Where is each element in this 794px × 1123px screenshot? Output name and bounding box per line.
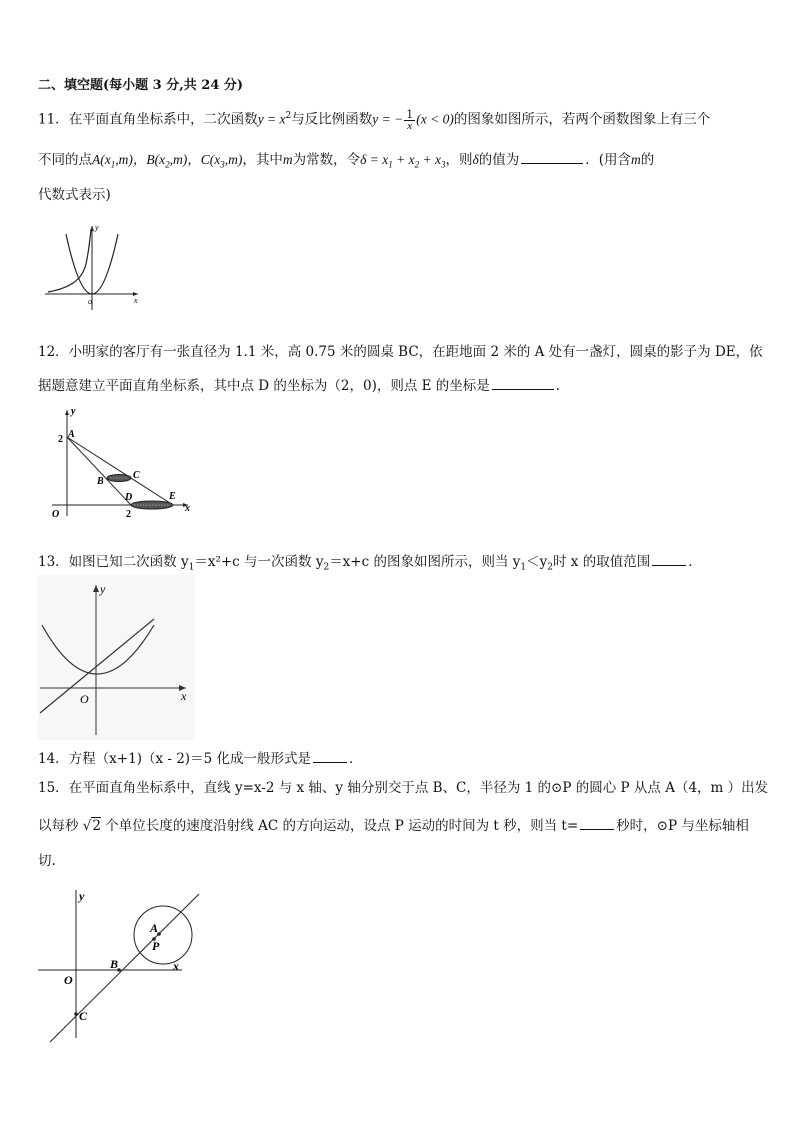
q11-label-x: x <box>134 296 138 305</box>
q12-label-C: C <box>133 470 140 481</box>
q11-line-1: 11．在平面直角坐标系中，二次函数$y = x^2$与反比例函数y = − $\frac{1}{x}$ (x < 0)的图象如图所示，若两个函数图象上有三个 <box>38 107 711 132</box>
q13-line-1: 13．如图已知二次函数 $y_1=x^2+c$ 与一次函数 $y_2=x+c$ 的图象如图所示，则当 $y_1<y_2$时 x 的取值范围 ． <box>38 551 702 578</box>
q15-line-3: 切. <box>38 853 56 869</box>
q12-line-2: 据题意建立平面直角坐标系，其中点 D 的坐标为（2，0)，则点 E 的坐标是 ． <box>38 375 569 396</box>
q12-label-x: x <box>185 503 190 514</box>
q12-label-O: O <box>52 509 60 520</box>
q14-answer-blank[interactable] <box>313 748 347 763</box>
q15-label-P: P <box>152 939 160 953</box>
q12-ray-AD <box>67 437 131 505</box>
q13-answer-blank[interactable] <box>652 551 686 566</box>
q15-label-A: A <box>150 921 159 935</box>
q12-label-D: D <box>125 492 133 503</box>
q15-answer-blank[interactable] <box>580 815 614 830</box>
sqrt-2: √2 <box>82 818 101 834</box>
q15-figure <box>36 886 204 1042</box>
fraction-1-over-x: $\frac{1}{x}$ <box>406 107 414 132</box>
q15-label-O: O <box>64 973 73 987</box>
q15-point-C <box>74 1012 78 1016</box>
q11-figure <box>40 220 150 312</box>
q15-line-2: 以每秒 √2 个单位长度的速度沿射线 AC 的方向运动，设点 P 运动的时间为 t 秒，则当 t= 秒时，⊙P 与坐标轴相 <box>38 815 749 836</box>
q15-label-x: x <box>173 959 179 973</box>
q11-number: 11． <box>38 111 69 128</box>
q12-label-2y: 2 <box>58 434 63 445</box>
q15-label-C: C <box>79 1009 88 1023</box>
q15-circle-P <box>134 906 192 964</box>
q12-ray-AE <box>67 437 173 505</box>
q15-line-1: 15．在平面直角坐标系中，直线 y=x-2 与 x 轴、y 轴分别交于点 B、C，半径为 1 的⊙P 的圆心 P 从点 A（4，m ）出发 <box>38 780 769 796</box>
q11-label-y: y <box>95 223 99 232</box>
q11-answer-blank[interactable] <box>521 149 583 164</box>
q11-hyperbola <box>48 230 91 292</box>
q13-label-x: x <box>181 689 187 703</box>
q12-answer-blank[interactable] <box>492 375 554 390</box>
section-title: 二、填空题(每小题 3 分,共 24 分) <box>38 78 244 93</box>
q14-line-1: 14．方程（x+1)（x - 2)＝5 化成一般形式是 ． <box>38 748 362 769</box>
q12-figure <box>48 404 196 522</box>
q11-label-o: o <box>88 297 92 306</box>
q12-label-A: A <box>68 429 75 440</box>
q11-line-3: 代数式表示) <box>38 187 111 203</box>
q11-line-2: 不同的点$A(x_1,m)$，$B(x_2,m)$，$C(x_3,m)$，其中m为常数，令$\delta = x_1 + x_2 + x_3$，则δ的值为 ．(用含m的 <box>38 149 654 175</box>
q12-label-2x: 2 <box>126 509 131 520</box>
q12-label-y: y <box>71 406 76 417</box>
q12-label-B: B <box>97 476 104 487</box>
q13-figure <box>38 575 194 740</box>
q12-line-1: 12．小明家的客厅有一张直径为 1.1 米，高 0.75 米的圆桌 BC，在距地面 2 米的 A 处有一盏灯，圆桌的影子为 DE，依 <box>38 344 763 360</box>
q15-label-y: y <box>79 889 85 903</box>
q12-label-E: E <box>169 491 176 502</box>
q15-label-B: B <box>110 957 119 971</box>
q13-label-y: y <box>100 582 106 596</box>
q13-label-O: O <box>80 692 89 706</box>
